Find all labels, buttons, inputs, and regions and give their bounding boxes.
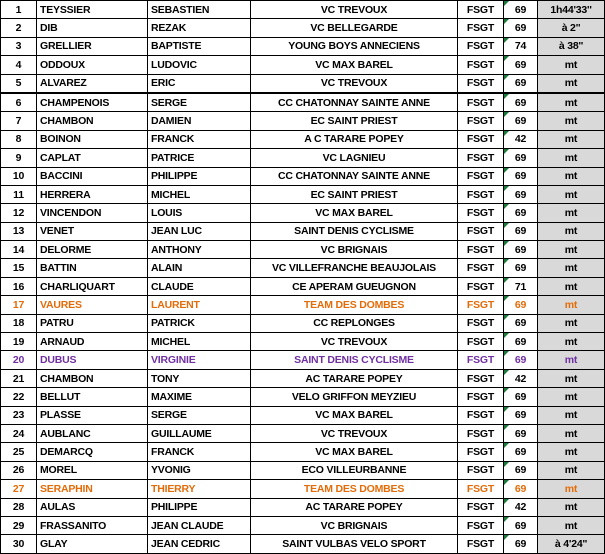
club-cell: SAINT VULBAS VELO SPORT bbox=[251, 535, 458, 553]
federation-cell: FSGT bbox=[458, 333, 504, 351]
department-cell: 69 bbox=[504, 461, 538, 479]
time-gap-cell: mt bbox=[538, 296, 605, 314]
result-row bbox=[1, 314, 605, 332]
result-row bbox=[1, 167, 605, 185]
last-name-cell: HERRERA bbox=[37, 185, 148, 203]
result-row bbox=[1, 1, 605, 19]
result-row bbox=[1, 351, 605, 369]
rank-cell: 7 bbox=[1, 112, 37, 130]
department-cell: 69 bbox=[504, 74, 538, 93]
club-cell: TEAM DES DOMBES bbox=[251, 480, 458, 498]
club-cell: YOUNG BOYS ANNECIENS bbox=[251, 37, 458, 55]
first-name-cell: THIERRY bbox=[148, 480, 251, 498]
federation-cell: FSGT bbox=[458, 112, 504, 130]
federation-cell: FSGT bbox=[458, 241, 504, 259]
club-cell: SAINT DENIS CYCLISME bbox=[251, 222, 458, 240]
first-name-cell: SEBASTIEN bbox=[148, 1, 251, 19]
federation-cell: FSGT bbox=[458, 296, 504, 314]
first-name-cell: JEAN CLAUDE bbox=[148, 516, 251, 534]
result-row bbox=[1, 516, 605, 534]
result-row bbox=[1, 241, 605, 259]
time-gap-cell: mt bbox=[538, 351, 605, 369]
rank-cell: 11 bbox=[1, 185, 37, 203]
department-cell: 69 bbox=[504, 167, 538, 185]
last-name-cell: AULAS bbox=[37, 498, 148, 516]
time-gap-cell: mt bbox=[538, 241, 605, 259]
first-name-cell: SERGE bbox=[148, 406, 251, 424]
result-row bbox=[1, 19, 605, 37]
last-name-cell: CAPLAT bbox=[37, 149, 148, 167]
federation-cell: FSGT bbox=[458, 1, 504, 19]
time-gap-cell: à 4'24'' bbox=[538, 535, 605, 553]
club-cell: AC TARARE POPEY bbox=[251, 369, 458, 387]
department-cell: 69 bbox=[504, 56, 538, 74]
time-gap-cell: mt bbox=[538, 185, 605, 203]
result-row bbox=[1, 112, 605, 130]
rank-cell: 29 bbox=[1, 516, 37, 534]
rank-cell: 23 bbox=[1, 406, 37, 424]
rank-cell: 6 bbox=[1, 93, 37, 112]
time-gap-cell: mt bbox=[538, 424, 605, 442]
time-gap-cell: mt bbox=[538, 461, 605, 479]
federation-cell: FSGT bbox=[458, 535, 504, 553]
last-name-cell: CHAMBON bbox=[37, 112, 148, 130]
federation-cell: FSGT bbox=[458, 37, 504, 55]
federation-cell: FSGT bbox=[458, 498, 504, 516]
department-cell: 69 bbox=[504, 241, 538, 259]
time-gap-cell: mt bbox=[538, 516, 605, 534]
last-name-cell: FRASSANITO bbox=[37, 516, 148, 534]
time-gap-cell: mt bbox=[538, 498, 605, 516]
club-cell: EC SAINT PRIEST bbox=[251, 185, 458, 203]
first-name-cell: CLAUDE bbox=[148, 277, 251, 295]
result-row bbox=[1, 130, 605, 148]
federation-cell: FSGT bbox=[458, 259, 504, 277]
club-cell: VC TREVOUX bbox=[251, 333, 458, 351]
last-name-cell: AUBLANC bbox=[37, 424, 148, 442]
department-cell: 69 bbox=[504, 222, 538, 240]
result-row bbox=[1, 185, 605, 203]
rank-cell: 19 bbox=[1, 333, 37, 351]
result-row bbox=[1, 277, 605, 295]
results-body bbox=[1, 1, 605, 554]
rank-cell: 21 bbox=[1, 369, 37, 387]
department-cell: 69 bbox=[504, 204, 538, 222]
last-name-cell: TEYSSIER bbox=[37, 1, 148, 19]
rank-cell: 9 bbox=[1, 149, 37, 167]
rank-cell: 28 bbox=[1, 498, 37, 516]
time-gap-cell: mt bbox=[538, 333, 605, 351]
result-row bbox=[1, 498, 605, 516]
rank-cell: 25 bbox=[1, 443, 37, 461]
result-row bbox=[1, 149, 605, 167]
first-name-cell: TONY bbox=[148, 369, 251, 387]
result-row bbox=[1, 461, 605, 479]
federation-cell: FSGT bbox=[458, 204, 504, 222]
first-name-cell: LAURENT bbox=[148, 296, 251, 314]
federation-cell: FSGT bbox=[458, 461, 504, 479]
first-name-cell: ANTHONY bbox=[148, 241, 251, 259]
last-name-cell: CHAMPENOIS bbox=[37, 93, 148, 112]
first-name-cell: MICHEL bbox=[148, 333, 251, 351]
result-row bbox=[1, 56, 605, 74]
federation-cell: FSGT bbox=[458, 167, 504, 185]
department-cell: 69 bbox=[504, 351, 538, 369]
last-name-cell: BOINON bbox=[37, 130, 148, 148]
first-name-cell: ALAIN bbox=[148, 259, 251, 277]
club-cell: AC TARARE POPEY bbox=[251, 498, 458, 516]
department-cell: 69 bbox=[504, 424, 538, 442]
rank-cell: 8 bbox=[1, 130, 37, 148]
first-name-cell: BAPTISTE bbox=[148, 37, 251, 55]
department-cell: 42 bbox=[504, 498, 538, 516]
department-cell: 74 bbox=[504, 37, 538, 55]
first-name-cell: LUDOVIC bbox=[148, 56, 251, 74]
club-cell: A C TARARE POPEY bbox=[251, 130, 458, 148]
first-name-cell: GUILLAUME bbox=[148, 424, 251, 442]
time-gap-cell: mt bbox=[538, 112, 605, 130]
rank-cell: 26 bbox=[1, 461, 37, 479]
club-cell: CC REPLONGES bbox=[251, 314, 458, 332]
department-cell: 69 bbox=[504, 388, 538, 406]
department-cell: 69 bbox=[504, 112, 538, 130]
time-gap-cell: mt bbox=[538, 74, 605, 93]
time-gap-cell: mt bbox=[538, 204, 605, 222]
first-name-cell: PHILIPPE bbox=[148, 167, 251, 185]
last-name-cell: VAURES bbox=[37, 296, 148, 314]
rank-cell: 13 bbox=[1, 222, 37, 240]
department-cell: 69 bbox=[504, 535, 538, 553]
result-row bbox=[1, 74, 605, 93]
last-name-cell: DELORME bbox=[37, 241, 148, 259]
federation-cell: FSGT bbox=[458, 93, 504, 112]
time-gap-cell: à 38'' bbox=[538, 37, 605, 55]
time-gap-cell: mt bbox=[538, 388, 605, 406]
federation-cell: FSGT bbox=[458, 314, 504, 332]
club-cell: EC SAINT PRIEST bbox=[251, 112, 458, 130]
club-cell: SAINT DENIS CYCLISME bbox=[251, 351, 458, 369]
time-gap-cell: 1h44'33'' bbox=[538, 1, 605, 19]
rank-cell: 5 bbox=[1, 74, 37, 93]
result-row bbox=[1, 535, 605, 553]
last-name-cell: PLASSE bbox=[37, 406, 148, 424]
federation-cell: FSGT bbox=[458, 19, 504, 37]
rank-cell: 27 bbox=[1, 480, 37, 498]
result-row bbox=[1, 259, 605, 277]
result-row bbox=[1, 443, 605, 461]
club-cell: TEAM DES DOMBES bbox=[251, 296, 458, 314]
last-name-cell: CHAMBON bbox=[37, 369, 148, 387]
rank-cell: 3 bbox=[1, 37, 37, 55]
department-cell: 69 bbox=[504, 406, 538, 424]
rank-cell: 30 bbox=[1, 535, 37, 553]
rank-cell: 20 bbox=[1, 351, 37, 369]
time-gap-cell: à 2'' bbox=[538, 19, 605, 37]
first-name-cell: VIRGINIE bbox=[148, 351, 251, 369]
federation-cell: FSGT bbox=[458, 388, 504, 406]
result-row bbox=[1, 480, 605, 498]
result-row bbox=[1, 37, 605, 55]
last-name-cell: VINCENDON bbox=[37, 204, 148, 222]
rank-cell: 14 bbox=[1, 241, 37, 259]
first-name-cell: YVONIG bbox=[148, 461, 251, 479]
result-row bbox=[1, 388, 605, 406]
first-name-cell: FRANCK bbox=[148, 130, 251, 148]
time-gap-cell: mt bbox=[538, 93, 605, 112]
department-cell: 42 bbox=[504, 369, 538, 387]
rank-cell: 24 bbox=[1, 424, 37, 442]
federation-cell: FSGT bbox=[458, 56, 504, 74]
first-name-cell: REZAK bbox=[148, 19, 251, 37]
department-cell: 69 bbox=[504, 516, 538, 534]
time-gap-cell: mt bbox=[538, 222, 605, 240]
department-cell: 69 bbox=[504, 480, 538, 498]
first-name-cell: PATRICE bbox=[148, 149, 251, 167]
time-gap-cell: mt bbox=[538, 149, 605, 167]
first-name-cell: JEAN CEDRIC bbox=[148, 535, 251, 553]
result-row bbox=[1, 406, 605, 424]
rank-cell: 10 bbox=[1, 167, 37, 185]
last-name-cell: PATRU bbox=[37, 314, 148, 332]
first-name-cell: DAMIEN bbox=[148, 112, 251, 130]
club-cell: VC TREVOUX bbox=[251, 424, 458, 442]
club-cell: VC BELLEGARDE bbox=[251, 19, 458, 37]
rank-cell: 15 bbox=[1, 259, 37, 277]
first-name-cell: PHILIPPE bbox=[148, 498, 251, 516]
club-cell: VC TREVOUX bbox=[251, 74, 458, 93]
club-cell: VC BRIGNAIS bbox=[251, 241, 458, 259]
federation-cell: FSGT bbox=[458, 480, 504, 498]
first-name-cell: MICHEL bbox=[148, 185, 251, 203]
federation-cell: FSGT bbox=[458, 369, 504, 387]
club-cell: VELO GRIFFON MEYZIEU bbox=[251, 388, 458, 406]
last-name-cell: BELLUT bbox=[37, 388, 148, 406]
last-name-cell: BACCINI bbox=[37, 167, 148, 185]
federation-cell: FSGT bbox=[458, 74, 504, 93]
last-name-cell: BATTIN bbox=[37, 259, 148, 277]
rank-cell: 16 bbox=[1, 277, 37, 295]
result-row bbox=[1, 369, 605, 387]
result-row bbox=[1, 93, 605, 112]
rank-cell: 22 bbox=[1, 388, 37, 406]
federation-cell: FSGT bbox=[458, 443, 504, 461]
department-cell: 69 bbox=[504, 149, 538, 167]
result-row bbox=[1, 296, 605, 314]
department-cell: 69 bbox=[504, 1, 538, 19]
federation-cell: FSGT bbox=[458, 424, 504, 442]
club-cell: VC LAGNIEU bbox=[251, 149, 458, 167]
department-cell: 71 bbox=[504, 277, 538, 295]
last-name-cell: ODDOUX bbox=[37, 56, 148, 74]
time-gap-cell: mt bbox=[538, 167, 605, 185]
club-cell: ECO VILLEURBANNE bbox=[251, 461, 458, 479]
last-name-cell: VENET bbox=[37, 222, 148, 240]
first-name-cell: SERGE bbox=[148, 93, 251, 112]
time-gap-cell: mt bbox=[538, 56, 605, 74]
time-gap-cell: mt bbox=[538, 406, 605, 424]
department-cell: 69 bbox=[504, 314, 538, 332]
rank-cell: 4 bbox=[1, 56, 37, 74]
rank-cell: 12 bbox=[1, 204, 37, 222]
result-row bbox=[1, 424, 605, 442]
time-gap-cell: mt bbox=[538, 443, 605, 461]
federation-cell: FSGT bbox=[458, 406, 504, 424]
last-name-cell: ALVAREZ bbox=[37, 74, 148, 93]
last-name-cell: SERAPHIN bbox=[37, 480, 148, 498]
club-cell: VC TREVOUX bbox=[251, 1, 458, 19]
department-cell: 69 bbox=[504, 296, 538, 314]
time-gap-cell: mt bbox=[538, 259, 605, 277]
last-name-cell: DEMARCQ bbox=[37, 443, 148, 461]
club-cell: CC CHATONNAY SAINTE ANNE bbox=[251, 93, 458, 112]
result-row bbox=[1, 222, 605, 240]
time-gap-cell: mt bbox=[538, 314, 605, 332]
first-name-cell: ERIC bbox=[148, 74, 251, 93]
last-name-cell: CHARLIQUART bbox=[37, 277, 148, 295]
first-name-cell: FRANCK bbox=[148, 443, 251, 461]
federation-cell: FSGT bbox=[458, 130, 504, 148]
rank-cell: 17 bbox=[1, 296, 37, 314]
time-gap-cell: mt bbox=[538, 480, 605, 498]
rank-cell: 1 bbox=[1, 1, 37, 19]
last-name-cell: DUBUS bbox=[37, 351, 148, 369]
last-name-cell: GLAY bbox=[37, 535, 148, 553]
department-cell: 42 bbox=[504, 130, 538, 148]
last-name-cell: ARNAUD bbox=[37, 333, 148, 351]
federation-cell: FSGT bbox=[458, 351, 504, 369]
time-gap-cell: mt bbox=[538, 130, 605, 148]
department-cell: 69 bbox=[504, 443, 538, 461]
time-gap-cell: mt bbox=[538, 277, 605, 295]
department-cell: 69 bbox=[504, 19, 538, 37]
club-cell: VC BRIGNAIS bbox=[251, 516, 458, 534]
first-name-cell: JEAN LUC bbox=[148, 222, 251, 240]
club-cell: VC MAX BAREL bbox=[251, 204, 458, 222]
first-name-cell: MAXIME bbox=[148, 388, 251, 406]
last-name-cell: GRELLIER bbox=[37, 37, 148, 55]
club-cell: CC CHATONNAY SAINTE ANNE bbox=[251, 167, 458, 185]
club-cell: CE APERAM GUEUGNON bbox=[251, 277, 458, 295]
result-row bbox=[1, 204, 605, 222]
club-cell: VC VILLEFRANCHE BEAUJOLAIS bbox=[251, 259, 458, 277]
department-cell: 69 bbox=[504, 259, 538, 277]
first-name-cell: LOUIS bbox=[148, 204, 251, 222]
rank-cell: 2 bbox=[1, 19, 37, 37]
last-name-cell: MOREL bbox=[37, 461, 148, 479]
federation-cell: FSGT bbox=[458, 277, 504, 295]
rank-cell: 18 bbox=[1, 314, 37, 332]
department-cell: 69 bbox=[504, 333, 538, 351]
federation-cell: FSGT bbox=[458, 222, 504, 240]
department-cell: 69 bbox=[504, 185, 538, 203]
federation-cell: FSGT bbox=[458, 149, 504, 167]
club-cell: VC MAX BAREL bbox=[251, 406, 458, 424]
department-cell: 69 bbox=[504, 93, 538, 112]
result-row bbox=[1, 333, 605, 351]
federation-cell: FSGT bbox=[458, 185, 504, 203]
club-cell: VC MAX BAREL bbox=[251, 56, 458, 74]
last-name-cell: DIB bbox=[37, 19, 148, 37]
first-name-cell: PATRICK bbox=[148, 314, 251, 332]
club-cell: VC MAX BAREL bbox=[251, 443, 458, 461]
time-gap-cell: mt bbox=[538, 369, 605, 387]
federation-cell: FSGT bbox=[458, 516, 504, 534]
